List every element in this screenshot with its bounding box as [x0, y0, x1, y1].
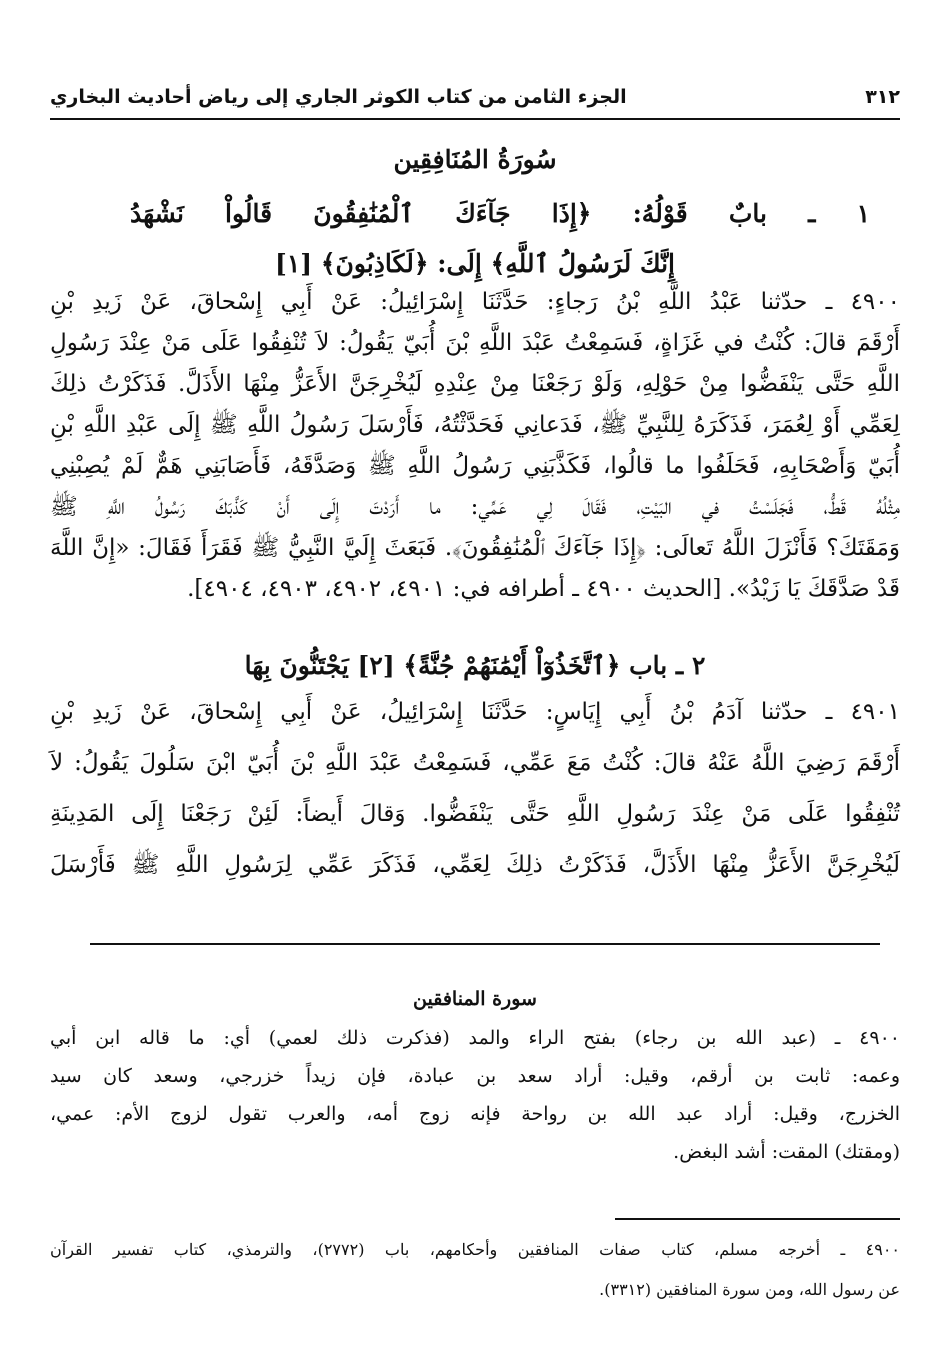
commentary-title: سورة المنافقين [413, 988, 537, 1010]
footnote-rule [615, 1218, 900, 1220]
header-rule [50, 118, 900, 120]
hadith-4901-line: ٤٩٠١ ـ حدّثنا آدَمُ بْنُ أَبِي إِيَاسٍ: حَدَّثَنَا إِسْرَائِيلُ، عَنْ أَبِي إِسْحاقَ، عَنْ زَيدِ بْنِ [50, 699, 900, 725]
hadith-4901-line: أَرْقَمَ رَضِيَ اللَّهُ عَنْهُ قالَ: كُنْتُ مَعَ عَمِّي، فَسَمِعْتُ عَبْدَ اللَّهِ بْنَ أُبَيّ ابْنَ سَلُولَ يَقُولُ: لاَ [50, 750, 900, 776]
hadith-4901-line: لَيُخْرِجَنَّ الأَعَزُّ مِنْهَا الأَذَلَّ، فَذَكَرْتُ ذلِكَ لِعَمِّي، فَذَكَرَ عَمِّي لِرَسُولِ اللَّهِ ﷺ فَأَرْسَلَ [50, 852, 900, 878]
footnote-line: ٤٩٠٠ ـ أخرجه مسلم، كتاب صفات المنافقين وأحكامهم، باب (٢٧٧٢)، والترمذي، كتاب تفسير القرآن [50, 1240, 901, 1259]
page-number: ٣١٢ [865, 86, 900, 108]
commentary-line: (ومقتك) المقت: أشد البغض. [673, 1141, 900, 1163]
hadith-4900-line: اللَّهِ حَتَّى يَنْفَضُّوا مِنْ حَوْلِهِ، وَلَوْ رَجَعْنَا مِنْ عِنْدِهِ لَيُخْرِجَنَّ الأَعَزُّ مِنْهَا الأَذَلَّ. فَذَكَرْتُ ذلِكَ [50, 371, 900, 397]
hadith-4900-line: ٤٩٠٠ ـ حدّثنا عَبْدُ اللَّهِ بْنُ رَجاءٍ: حَدَّثَنَا إِسْرَائِيلُ: عَنْ أَبِي إِسْحاقَ، عَنْ زَيدِ بْنِ [50, 289, 900, 315]
commentary-line: ٤٩٠٠ ـ (عبد الله بن رجاء) بفتح الراء والمد (فذكرت ذلك لعمي) أي: ما قاله ابن أبي [50, 1027, 900, 1049]
bab2-heading: ٢ ـ باب ﴿ٱتَّخَذُوٓاْ أَيْمَٰنَهُمْ جُنَّةً﴾ [٢] يَجْتَنُّونَ بِهَا [244, 651, 706, 680]
bab1-line1: ١ ـ بابٌ قَوْلُهُ: ﴿إِذَا جَآءَكَ ٱلْمُنَٰفِقُونَ قَالُواْ نَشْهَدُ [130, 199, 870, 228]
hadith-4900-line: مِثْلُهُ قَطُّ، فَجَلَسْتُ في البَيْتِ، فَقَالَ لِي عَمِّي: ما أَرَدْتَ إِلَى أَنْ كَذَّبَكَ رَسُولُ اللَّهِ ﷺ [50, 494, 900, 520]
commentary-line: الخزرج، وقيل: أراد عبد الله بن رواحة فإنه زوج أمه، والعرب تقول لزوج الأم: عمي، [50, 1103, 900, 1125]
hadith-4900-line: قَدْ صَدَّقَكَ يَا زَيْدُ». [الحديث ٤٩٠٠ ـ أطرافه في: ٤٩٠١، ٤٩٠٢، ٤٩٠٣، ٤٩٠٤]. [187, 576, 900, 602]
surah-title: سُورَةُ المُنَافِقِين [393, 145, 557, 174]
running-title: الجزء الثامن من كتاب الكوثر الجاري إلى رياض أحاديث البخاري [50, 86, 627, 108]
hadith-4901-line: تُنْفِقُوا عَلَى مَنْ عِنْدَ رَسُولِ اللَّهِ حَتَّى يَنْفَضُّوا. وَقالَ أَيضاً: لَئِنْ رَجَعْنَا إِلَى المَدِينَةِ [50, 801, 900, 827]
hadith-4900-line: وَمَقَتَكَ؟ فَأَنْزَلَ اللَّهُ تَعالَى: ﴿إِذَا جَآءَكَ ٱلْمُنَٰفِقُونَ﴾. فَبَعَثَ إِلَيَّ النَّبِيُّ ﷺ فَقَرَأَ فَقَالَ: «إِنَّ اللَّهَ [50, 535, 900, 561]
commentary-line: وعمه: ثابت بن أرقم، وقيل: أراد سعد بن عبادة، فإن زيداً خزرجي، وسعد كان سيد [50, 1065, 900, 1087]
footnote-line: عن رسول الله، ومن سورة المنافقين (٣٣١٢). [599, 1280, 900, 1299]
hadith-4900-line: لِعَمِّي أَوْ لِعُمَرَ، فَذَكَرَهُ لِلنَّبِيِّ ﷺ، فَدَعانِي فَحَدَّثْتُهُ، فَأَرْسَلَ رَسُولُ اللَّهِ ﷺ إِلَى عَبْدِ اللَّهِ بْنِ [50, 412, 900, 438]
hadith-4900-line: أَرْقَمَ قالَ: كُنْتُ في غَزَاةٍ، فَسَمِعْتُ عَبْدَ اللَّهِ بْنَ أُبَيّ يَقُولُ: لاَ تُنْفِقُوا عَلَى مَنْ عِنْدَ رَسُولِ [50, 330, 900, 356]
running-header [50, 80, 900, 114]
main-separator-rule [90, 943, 880, 945]
bab1-line2: إِنَّكَ لَرَسُولُ ٱللَّهِ﴾ إِلَى: ﴿لَكَاذِبُونَ﴾ [١] [275, 249, 675, 278]
hadith-4900-line: أُبَيّ وَأَصْحَابِهِ، فَحَلَفُوا ما قالُوا، فَكَذَّبَنِي رَسُولُ اللَّهِ ﷺ وَصَدَّقَهُ، فَأَصَابَنِي هَمٌّ لَمْ يُصِبْنِي [50, 453, 900, 479]
